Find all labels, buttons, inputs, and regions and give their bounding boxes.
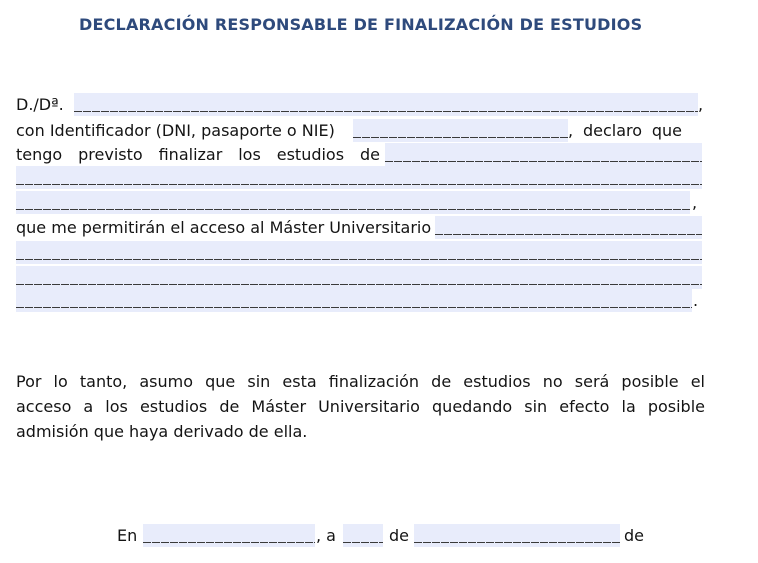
document-title: DECLARACIÓN RESPONSABLE DE FINALIZACIÓN DE ESTUDIOS — [79, 15, 643, 34]
master-row — [0, 216, 758, 239]
id-number-field[interactable] — [353, 119, 568, 142]
studies-label: tengo previsto finalizar los estudios de — [16, 145, 380, 164]
studies-row-3 — [0, 191, 758, 214]
de-label-2: de — [624, 526, 644, 545]
statement-line: admisión que haya derivado de ella. — [16, 422, 308, 441]
month-field[interactable] — [414, 524, 620, 547]
id-comma: , — [568, 121, 574, 140]
master-field-1[interactable] — [435, 216, 702, 239]
day-field[interactable] — [343, 524, 383, 547]
en-label: En — [117, 526, 138, 545]
name-label: D./Dª. — [16, 95, 64, 114]
master-row-2 — [0, 241, 758, 264]
place-field[interactable] — [143, 524, 315, 547]
statement-paragraph — [16, 370, 705, 445]
declaro-label: declaro que — [583, 121, 682, 140]
master-row-3 — [0, 266, 758, 289]
studies-comma: , — [692, 193, 698, 212]
studies-field-3[interactable] — [16, 191, 690, 214]
end-period: . — [693, 291, 699, 310]
de-label-1: de — [389, 526, 409, 545]
name-row — [0, 93, 758, 116]
studies-row-2 — [0, 166, 758, 189]
id-row — [0, 119, 758, 142]
name-comma: , — [698, 95, 704, 114]
master-field-2[interactable] — [16, 241, 702, 264]
studies-field-2[interactable] — [16, 166, 702, 189]
master-field-4[interactable] — [16, 289, 692, 312]
statement-line: acceso a los estudios de Máster Universitario quedando sin efecto la posible — [16, 397, 705, 416]
studies-field-1[interactable] — [385, 143, 702, 166]
statement-line: Por lo tanto, asumo que sin esta finalización de estudios no será posible el — [16, 372, 705, 391]
place-date-row — [0, 524, 758, 547]
id-label: con Identificador (DNI, pasaporte o NIE) — [16, 121, 335, 140]
name-field[interactable] — [74, 93, 698, 116]
studies-row — [0, 143, 758, 166]
a-label: , a — [316, 526, 336, 545]
master-label: que me permitirán el acceso al Máster Universitario — [16, 218, 432, 237]
master-row-4 — [0, 289, 758, 312]
master-field-3[interactable] — [16, 266, 702, 289]
